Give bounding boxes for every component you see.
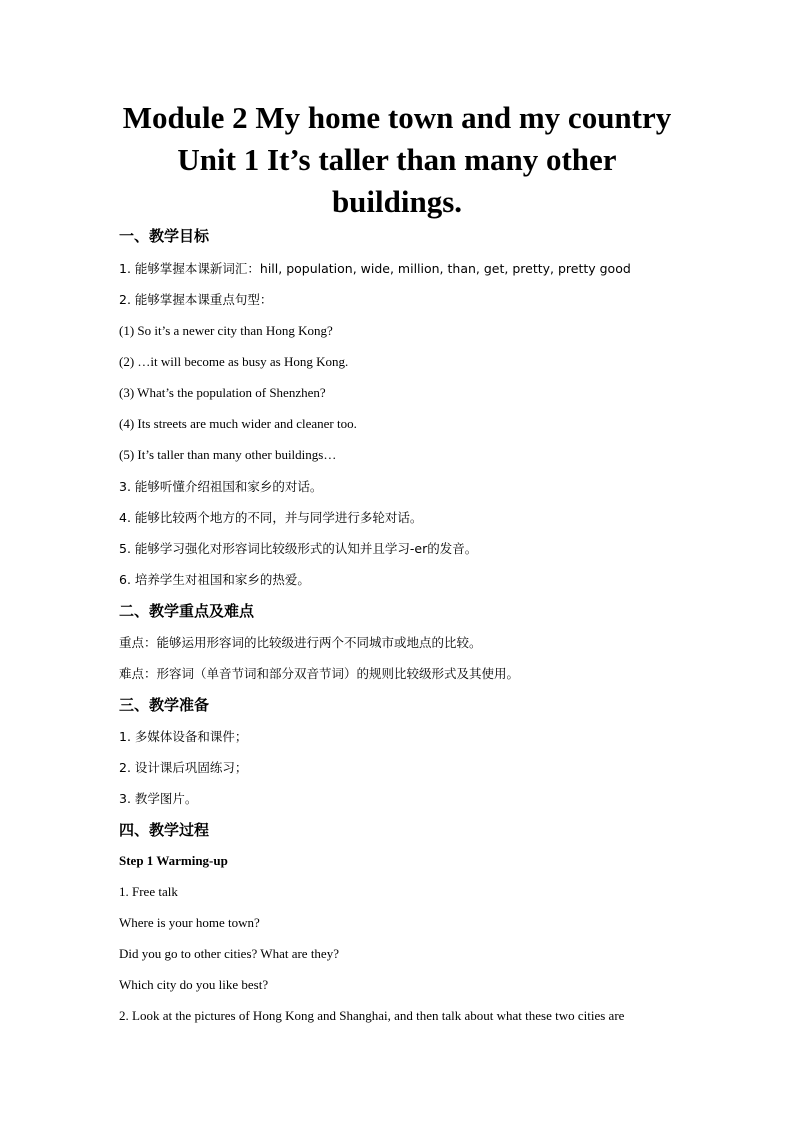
objective-item: 4. 能够比较两个地方的不同，并与同学进行多轮对话。 <box>119 510 423 525</box>
objective-item: 5. 能够学习强化对形容词比较级形式的认知并且学习-er的发音。 <box>119 541 478 556</box>
section-heading-objectives: 一、教学目标 <box>119 227 210 245</box>
section-heading-key-points: 二、教学重点及难点 <box>119 602 255 620</box>
procedure-item: Where is your home town? <box>119 915 260 930</box>
title-line-3: buildings. <box>331 184 463 219</box>
key-point-item: 重点：能够运用形容词的比较级进行两个不同城市或地点的比较。 <box>119 635 482 650</box>
difficult-point-item: 难点：形容词（单音节词和部分双音节词）的规则比较级形式及其使用。 <box>119 666 520 681</box>
section-heading-preparation: 三、教学准备 <box>119 696 210 714</box>
preparation-item: 3. 教学图片。 <box>119 791 198 806</box>
section-heading-procedure: 四、教学过程 <box>119 821 210 839</box>
objective-item: 1. 能够掌握本课新词汇：hill, population, wide, million, than, get, pretty, pretty good <box>119 261 631 276</box>
title-line-2: Unit 1 It’s taller than many other <box>177 142 617 177</box>
preparation-item: 2. 设计课后巩固练习； <box>119 760 248 775</box>
procedure-item: 2. Look at the pictures of Hong Kong and Shanghai, and then talk about what these two cities are <box>119 1008 625 1023</box>
procedure-item: Which city do you like best? <box>119 977 269 992</box>
sentence-pattern-item: (5) It’s taller than many other buildings… <box>119 447 337 462</box>
title-line-1: Module 2 My home town and my country <box>122 100 672 135</box>
sentence-pattern-item: (2) …it will become as busy as Hong Kong. <box>119 354 349 369</box>
objective-item: 6. 培养学生对祖国和家乡的热爱。 <box>119 572 310 587</box>
preparation-item: 1. 多媒体设备和课件； <box>119 729 248 744</box>
step-heading: Step 1 Warming-up <box>119 853 228 868</box>
sentence-pattern-item: (1) So it’s a newer city than Hong Kong? <box>119 323 333 338</box>
procedure-item: 1. Free talk <box>119 884 178 899</box>
objective-item: 2. 能够掌握本课重点句型： <box>119 292 273 307</box>
procedure-item: Did you go to other cities? What are they? <box>119 946 339 961</box>
sentence-pattern-item: (3) What’s the population of Shenzhen? <box>119 385 326 400</box>
objective-item: 3. 能够听懂介绍祖国和家乡的对话。 <box>119 479 323 494</box>
sentence-pattern-item: (4) Its streets are much wider and cleaner too. <box>119 416 357 431</box>
